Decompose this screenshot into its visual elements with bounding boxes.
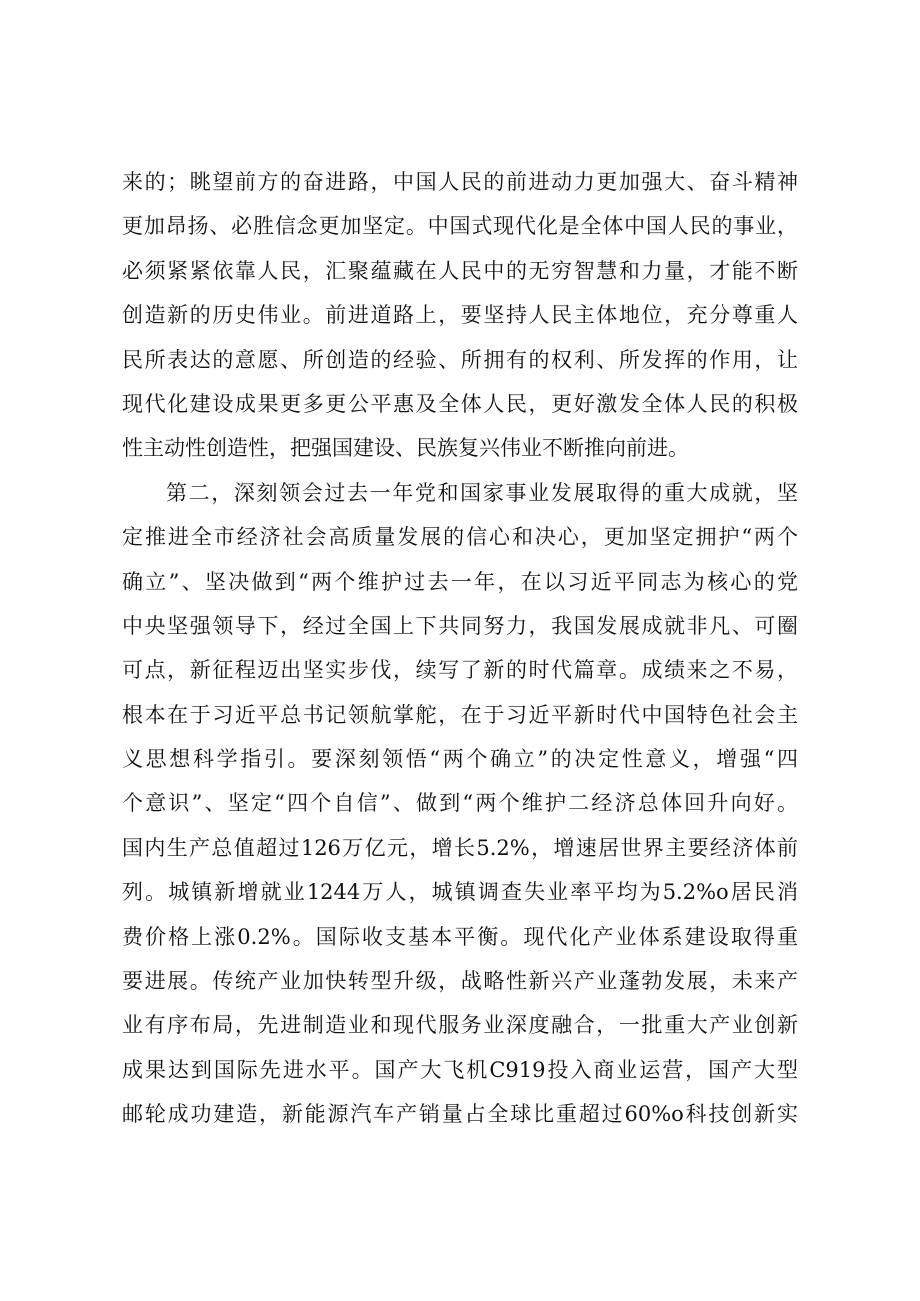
text-line: 必须紧紧依靠人民，汇聚蕴藏在人民中的无穷智慧和力量，才能不断	[122, 258, 798, 283]
text-line: 中央坚强领导下，经过全国上下共同努力，我国发展成就非凡、可圈	[122, 613, 798, 638]
text-line: 确立”、坚决做到“两个维护过去一年，在以习近平同志为核心的党	[122, 569, 798, 594]
text-line: 个意识”、坚定“四个自信”、做到“两个维护二经济总体回升向好。	[122, 791, 798, 816]
text-line: 业有序布局，先进制造业和现代服务业深度融合，一批重大产业创新	[122, 1013, 798, 1038]
text-line: 费价格上涨0.2%。国际收支基本平衡。现代化产业体系建设取得重	[122, 924, 798, 949]
text-line: 义思想科学指引。要深刻领悟“两个确立”的决定性意义，增强“四	[122, 747, 798, 772]
text-line: 来的；眺望前方的奋进路，中国人民的前进动力更加强大、奋斗精神	[122, 170, 798, 194]
text-line: 定推进全市经济社会高质量发展的信心和决心，更加坚定拥护“两个	[122, 525, 798, 550]
text-line: 第二，深刻领会过去一年党和国家事业发展取得的重大成就，坚	[166, 480, 798, 505]
text-line: 根本在于习近平总书记领航掌舵，在于习近平新时代中国特色社会主	[122, 702, 798, 727]
paragraph-1	[122, 160, 798, 471]
body-text	[122, 160, 798, 1137]
text-line: 国内生产总值超过126万亿元，增长5.2%，增速居世界主要经济体前	[122, 835, 798, 860]
text-line: 成果达到国际先进水平。国产大飞机C919投入商业运营，国产大型	[122, 1057, 798, 1082]
text-line: 性主动性创造性，把强国建设、民族复兴伟业不断推向前进。	[122, 436, 689, 461]
text-line: 民所表达的意愿、所创造的经验、所拥有的权利、所发挥的作用，让	[122, 347, 798, 372]
text-line: 列。城镇新增就业1244万人，城镇调查失业率平均为5.2%o居民消	[122, 880, 798, 905]
text-line: 现代化建设成果更多更公平惠及全体人民，更好激发全体人民的积极	[122, 391, 798, 416]
text-line: 更加昂扬、必胜信念更加坚定。中国式现代化是全体中国人民的事业，	[122, 214, 798, 239]
paragraph-2	[122, 471, 798, 1137]
text-line: 可点，新征程迈出坚实步伐，续写了新的时代篇章。成绩来之不易，	[122, 658, 798, 683]
text-line: 邮轮成功建造，新能源汽车产销量占全球比重超过60%o科技创新实	[122, 1102, 798, 1127]
text-line: 要进展。传统产业加快转型升级，战略性新兴产业蓬勃发展，未来产	[122, 969, 798, 994]
text-line: 创造新的历史伟业。前进道路上，要坚持人民主体地位，充分尊重人	[122, 303, 798, 328]
